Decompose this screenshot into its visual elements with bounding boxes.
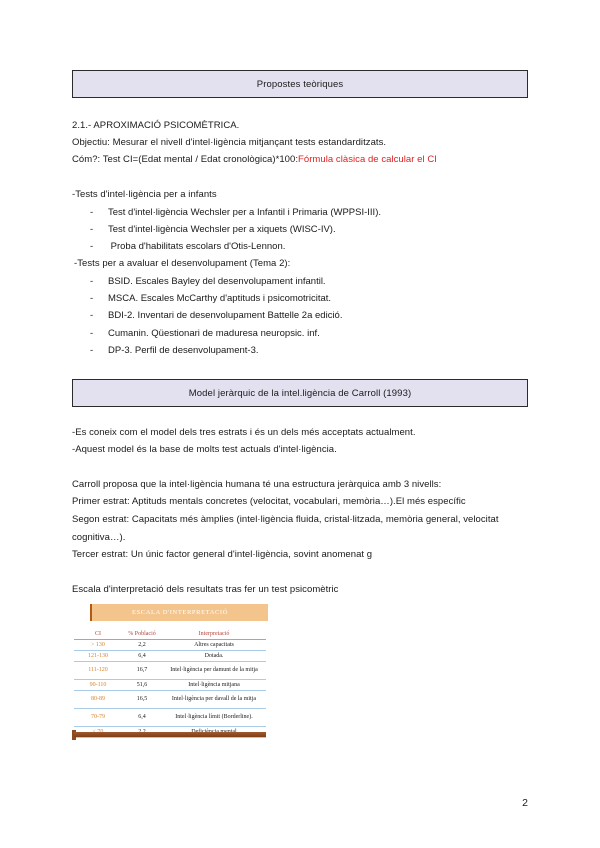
cell-pct: 6,4 [122,651,162,662]
bullet-dash: - [90,224,94,235]
list-item: BSID. Escales Bayley del desenvolupament infantil. [108,276,326,287]
list-item: Cumanin. Qüestionari de maduresa neuropsic. inf. [108,328,320,339]
cell-pct: 16,7 [122,662,162,680]
second-stratum: Segon estrat: Capacitats més àmplies (intel·ligència fluida, cristal·litzada, memòria general, velocitat [72,514,499,525]
bullet-dash: - [90,293,94,304]
formula-prefix: Cóm?: Test CI=(Edat mental / Edat cronològica)*100: [72,154,299,165]
table-row [74,662,266,680]
list-item: Test d'intel·ligència Wechsler per a xiquets (WISC-IV). [108,224,336,235]
cell-pct: 2,2 [122,640,162,651]
second-stratum-cont: cognitiva…). [72,532,126,543]
col-header-pct: % Població [122,628,162,640]
intro-line: -Es coneix com el model dels tres estrats i és un dels més acceptats actualment. [72,427,416,438]
section-header-propostes [72,70,528,98]
cell-ci: 121-130 [74,651,122,662]
formula-text [72,154,437,165]
bullet-dash: - [90,276,94,287]
first-stratum: Primer estrat: Aptituds mentals concretes (velocitat, vocabulari, memòria…).El més específic [72,496,466,507]
table-title: ESCALA D'INTERPRETACIÓ [90,604,268,621]
table-header-row [74,628,266,640]
table-row [74,640,266,651]
intel-tests-title: -Tests d'intel·ligència per a infants [72,189,217,200]
dev-tests-title: -Tests per a avaluar el desenvolupament (Tema 2): [74,258,291,269]
interpretation-table-image [72,604,268,742]
cell-interp: Intel·ligència per damunt de la mitja [162,662,266,680]
carroll-text: Carroll proposa que la intel·ligència humana té una estructura jeràrquica amb 3 nivells: [72,479,442,490]
cell-ci: 70-79 [74,709,122,727]
cell-ci: 111-120 [74,662,122,680]
list-item: MSCA. Escales McCarthy d'aptituds i psicomotricitat. [108,293,332,304]
bullet-dash: - [90,207,94,218]
section-header-carroll [72,379,528,407]
cell-interp: Dotada. [162,651,266,662]
list-item: DP-3. Perfil de desenvolupament-3. [108,345,259,356]
section-title: Propostes teòriques [256,78,344,90]
cell-pct: 51,6 [122,680,162,691]
table-row [74,691,266,709]
col-header-interp: Interpretació [162,628,266,640]
cell-interp: Intel·ligència per davall de la mitja [162,691,266,709]
cell-ci: > 130 [74,640,122,651]
subsection-heading: 2.1.- APROXIMACIÓ PSICOMÈTRICA. [72,120,240,131]
cell-pct: 6,4 [122,709,162,727]
third-stratum: Tercer estrat: Un únic factor general d'intel·ligència, sovint anomenat g [72,549,373,560]
bullet-dash: - [90,345,94,356]
list-item: Test d'intel·ligència Wechsler per a Infantil i Primaria (WPPSI-III). [108,207,382,218]
table-row [74,709,266,727]
cell-interp: Altres capacitats [162,640,266,651]
col-header-ci: CI [74,628,122,640]
interpretation-table [74,628,266,738]
cell-ci: 80-89 [74,691,122,709]
table-row [74,680,266,691]
bullet-dash: - [90,328,94,339]
page-number: 2 [522,797,528,809]
list-item: Proba d'habilitats escolars d'Otis-Lennon. [108,241,286,252]
formula-highlight: Fórmula clàsica de calcular el CI [298,154,437,165]
objective-text: Objectiu: Mesurar el nivell d'intel·ligència mitjançant tests estandarditzats. [72,137,387,148]
cell-interp: Intel·ligència mitjana [162,680,266,691]
cell-pct: 16,5 [122,691,162,709]
section-title: Model jeràrquic de la intel.ligència de Carroll (1993) [188,387,412,399]
bullet-dash: - [90,310,94,321]
bullet-dash: - [90,241,94,252]
cell-interp: Intel·ligència límit (Borderline). [162,709,266,727]
scale-caption: Escala d'interpretació dels resultats tras fer un test psicomètric [72,584,339,595]
intro-line: -Aquest model és la base de molts test actuals d'intel·ligència. [72,444,337,455]
table-row [74,651,266,662]
cell-ci: 90-110 [74,680,122,691]
list-item: BDI-2. Inventari de desenvolupament Battelle 2a edició. [108,310,343,321]
table-footer-bar [74,732,266,737]
